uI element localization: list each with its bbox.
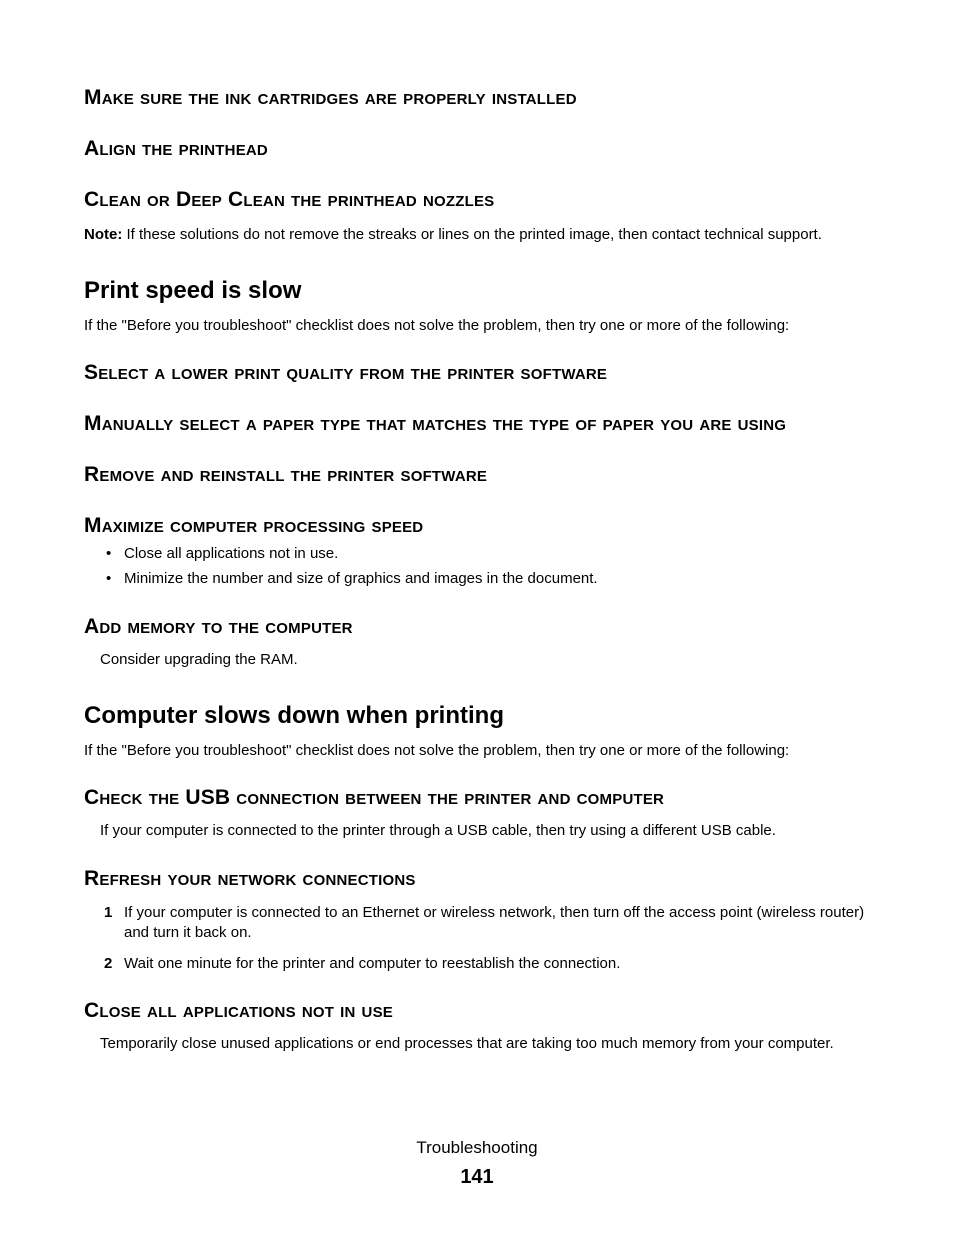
section-title-print-speed: Print speed is slow: [84, 277, 302, 304]
print-speed-intro: If the "Before you troubleshoot" checklist does not solve the problem, then try one or more of the following:: [84, 317, 790, 334]
note-paragraph: [84, 225, 822, 245]
heading-refresh-network: Refresh your network connections: [84, 867, 416, 890]
usb-text: If your computer is connected to the printer through a USB cable, then try using a different USB cable.: [100, 822, 776, 839]
heading-clean-nozzles: Clean or Deep Clean the printhead nozzles: [84, 188, 495, 211]
heading-close-apps: Close all applications not in use: [84, 999, 393, 1022]
footer-section-label: Troubleshooting: [416, 1138, 538, 1157]
close-apps-text: Temporarily close unused applications or end processes that are taking too much memory from your computer.: [100, 1035, 834, 1052]
page-number: 141: [460, 1166, 494, 1188]
heading-ink-cartridges: Make sure the ink cartridges are properly installed: [84, 86, 577, 109]
section-title-computer-slow: Computer slows down when printing: [84, 702, 504, 729]
add-memory-text: Consider upgrading the RAM.: [100, 651, 298, 668]
heading-paper-type: Manually select a paper type that matches the type of paper you are using: [84, 412, 787, 435]
note-label: Note:: [84, 226, 123, 243]
list-item: • Close all applications not in use.: [104, 541, 598, 566]
step-number: 1: [104, 904, 113, 921]
list-item: • Minimize the number and size of graphics and images in the document.: [104, 566, 598, 591]
note-text: If these solutions do not remove the streaks or lines on the printed image, then contact technical support.: [122, 226, 822, 243]
heading-lower-quality: Select a lower print quality from the printer software: [84, 361, 608, 384]
step-number: 2: [104, 955, 113, 972]
bullet-icon: •: [106, 545, 112, 562]
heading-align-printhead: Align the printhead: [84, 137, 268, 160]
computer-slow-intro: If the "Before you troubleshoot" checklist does not solve the problem, then try one or more of the following:: [84, 742, 790, 759]
heading-maximize-speed: Maximize computer processing speed: [84, 514, 424, 537]
heading-reinstall-software: Remove and reinstall the printer software: [84, 463, 488, 486]
bullet-icon: •: [106, 570, 112, 587]
list-item: 1 If your computer is connected to an Ethernet or wireless network, then turn off the access point (wireless router) and turn it back on.: [104, 904, 865, 941]
heading-check-usb: Check the USB connection between the printer and computer: [84, 786, 665, 809]
list-item: 2 Wait one minute for the printer and computer to reestablish the connection.: [104, 955, 621, 972]
heading-add-memory: Add memory to the computer: [84, 615, 353, 638]
network-steps-list: [104, 903, 874, 974]
maximize-bullet-list: [104, 541, 598, 591]
